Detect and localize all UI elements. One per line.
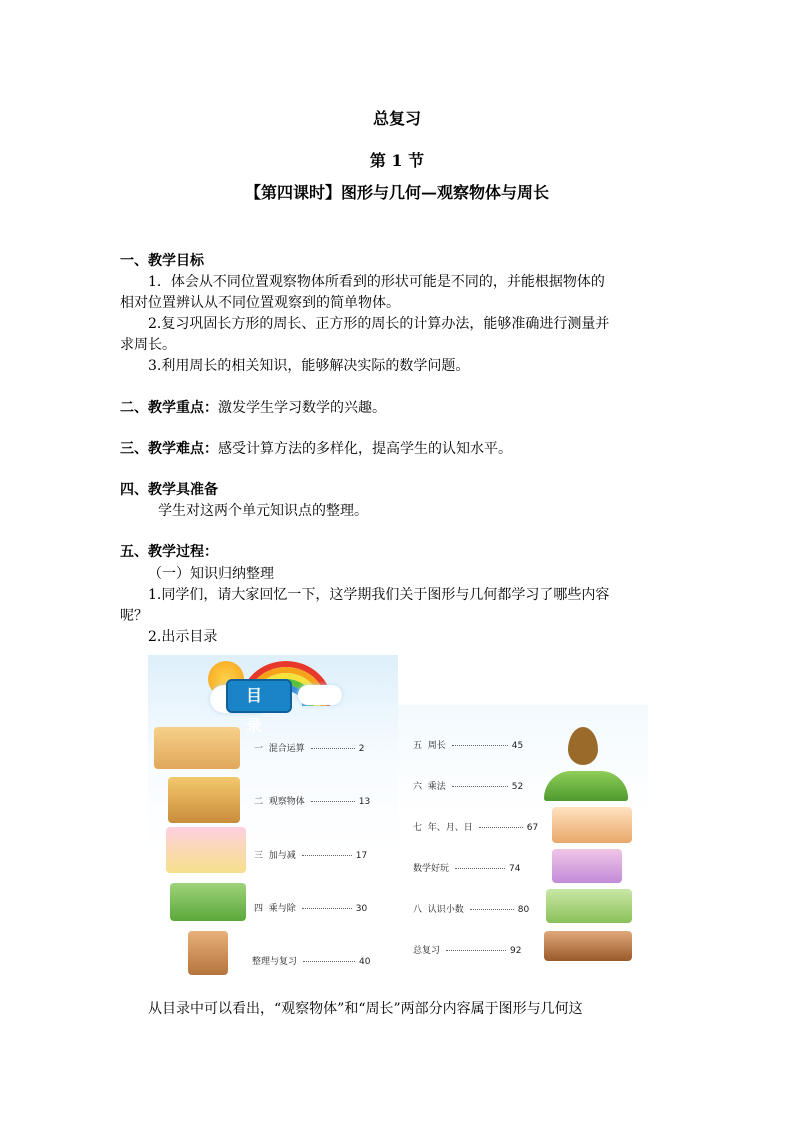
key-heading: 二、教学重点： [120, 400, 218, 416]
family-illustration [552, 807, 632, 843]
diff-text: 感受计算方法的多样化，提高学生的认知水平。 [218, 441, 512, 457]
farm-illustration [170, 883, 246, 921]
cloud-icon [298, 685, 342, 705]
balloon-shop-illustration [166, 827, 246, 873]
goal-2-line-1: 2.复习巩固长方形的周长、正方形的周长的计算办法，能够准确进行测量并 [148, 316, 610, 332]
toc-entry: 六 乘法 52 [413, 782, 524, 792]
leaf-illustration [568, 727, 598, 765]
step-1: （一）知识归纳整理 [148, 566, 274, 582]
toc-entry: 整理与复习 40 [252, 957, 371, 967]
toc-entry: 数学好玩 74 [413, 864, 521, 874]
toc-entry: 二 观察物体 13 [254, 797, 371, 807]
giraffe-illustration [168, 777, 240, 823]
toc-entry: 五 周长 45 [413, 741, 524, 751]
shelf-illustration [154, 727, 240, 769]
key-point [120, 397, 386, 417]
toc-entry: 七 年、月、日 67 [413, 823, 539, 833]
conclusion-text: 从目录中可以看出，“观察物体”和“周长”两部分内容属于图形与几何这 [148, 1001, 583, 1017]
chestnut-illustration [544, 931, 632, 961]
question-2: 2.出示目录 [148, 629, 218, 645]
table-of-contents-image [148, 655, 648, 980]
toc-entry: 总复习 92 [413, 946, 522, 956]
toc-entry: 八 认识小数 80 [413, 905, 530, 915]
hill-bridge-illustration [544, 771, 628, 801]
toc-entry: 四 乘与除 30 [254, 904, 368, 914]
diff-heading: 三、教学难点： [120, 441, 218, 457]
prep-heading: 四、教学具准备 [120, 482, 218, 498]
toc-title-badge: 目 录 [226, 679, 292, 713]
question-1-line-1: 1.同学们，请大家回忆一下，这学期我们关于图形与几何都学习了哪些内容 [148, 587, 610, 603]
lesson-title: 【第四课时】图形与几何—观察物体与周长 [244, 183, 549, 202]
magician-illustration [552, 849, 622, 883]
process-heading: 五、教学过程： [120, 544, 218, 560]
key-text: 激发学生学习数学的兴趣。 [218, 400, 386, 416]
goal-1-line-2: 相对位置辨认从不同位置观察到的简单物体。 [120, 295, 400, 311]
shop-illustration [546, 889, 632, 923]
question-1-line-2: 呢？ [120, 608, 148, 624]
toc-entry: 一 混合运算 2 [254, 744, 365, 754]
goal-1-line-1: 1．体会从不同位置观察物体所看到的形状可能是不同的，并能根据物体的 [148, 274, 605, 290]
student-desk-illustration [188, 931, 228, 975]
prep-text: 学生对这两个单元知识点的整理。 [158, 503, 368, 519]
page-title: 总复习 [372, 109, 421, 128]
goal-3: 3.利用周长的相关知识，能够解决实际的数学问题。 [148, 358, 470, 374]
goals-heading: 一、教学目标 [120, 253, 204, 269]
goal-2-line-2: 求周长。 [120, 337, 176, 353]
toc-entry: 三 加与减 17 [254, 851, 368, 861]
difficult-point [120, 438, 512, 458]
section-title: 第 1 节 [369, 151, 425, 170]
